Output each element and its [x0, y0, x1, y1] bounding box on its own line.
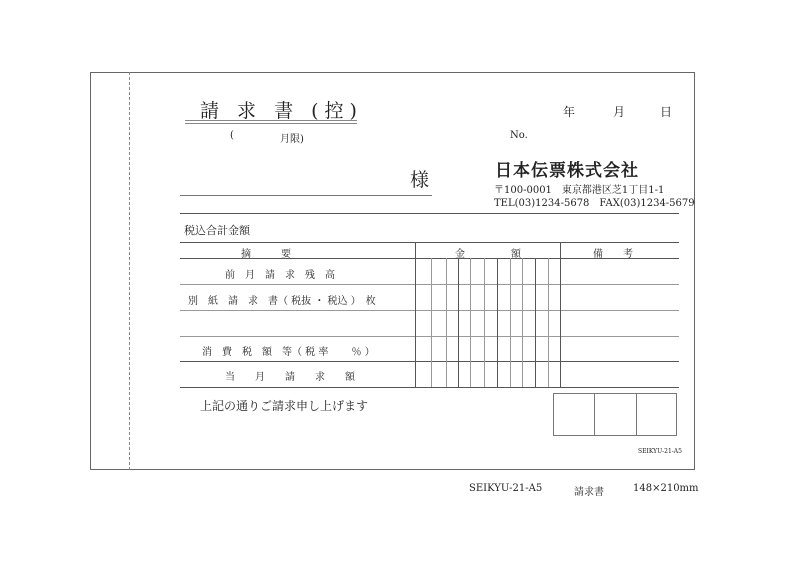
stamp-divider — [636, 393, 637, 436]
digit-divider — [484, 258, 485, 387]
row-rule — [180, 361, 679, 362]
date-day-label: 日 — [660, 105, 673, 119]
number-label: No. — [510, 130, 528, 141]
row-attached-invoices: 別 紙 請 求 書（ 税抜 ・ 税込 ） 枚 — [188, 296, 376, 307]
digit-divider — [458, 258, 459, 387]
row-rule — [180, 336, 679, 337]
digit-divider — [548, 258, 549, 387]
total-amount-label: 税込合計金額 — [184, 224, 250, 237]
date-year-label: 年 — [563, 105, 576, 119]
company-address: 〒100-0001 東京都港区芝1丁目1-1 — [494, 185, 665, 196]
perforation-line — [129, 72, 130, 470]
footer-name: 請求書 — [574, 487, 604, 498]
row-consumption-tax: 消 費 税 額 等（ 税 率 ％ ） — [202, 347, 375, 358]
company-contact: TEL(03)1234-5678 FAX(03)1234-5679 — [494, 198, 695, 209]
column-divider — [560, 242, 561, 387]
total-top-rule — [180, 213, 679, 214]
title-underline — [185, 120, 357, 121]
digit-divider — [535, 258, 536, 387]
header-summary: 摘 要 — [241, 249, 291, 260]
digit-divider — [446, 258, 447, 387]
stamp-box-grid — [553, 393, 677, 436]
column-divider — [415, 242, 416, 387]
form-code-small: SEIKYU-21-A5 — [638, 448, 682, 455]
addressee-suffix: 様 — [410, 169, 430, 191]
digit-divider — [522, 258, 523, 387]
table-top-rule — [180, 242, 679, 243]
closing-text: 上記の通りご請求申し上げます — [200, 399, 369, 413]
digit-divider — [510, 258, 511, 387]
digit-divider — [470, 258, 471, 387]
date-month-label: 月 — [613, 105, 626, 119]
form-title: 請 求 書 (控) — [200, 100, 363, 122]
title-underline-double — [185, 123, 357, 124]
table-bottom-rule — [180, 387, 679, 388]
header-amount-left: 金 — [455, 249, 465, 260]
row-current-invoice: 当 月 請 求 額 — [225, 372, 355, 383]
deadline-open-paren: ( — [230, 130, 234, 141]
row-rule — [180, 284, 679, 285]
footer-code: SEIKYU-21-A5 — [469, 483, 543, 494]
digit-divider — [497, 258, 498, 387]
company-name: 日本伝票株式会社 — [495, 161, 639, 181]
header-remarks: 備 考 — [593, 249, 633, 260]
deadline-label: 月限) — [280, 134, 304, 145]
header-amount-right: 額 — [511, 249, 521, 260]
addressee-line — [180, 195, 432, 196]
row-previous-balance: 前 月 請 求 残 高 — [225, 270, 335, 281]
footer-size: 148×210mm — [633, 483, 699, 494]
row-rule — [180, 310, 679, 311]
stamp-divider — [594, 393, 595, 436]
digit-divider — [431, 258, 432, 387]
